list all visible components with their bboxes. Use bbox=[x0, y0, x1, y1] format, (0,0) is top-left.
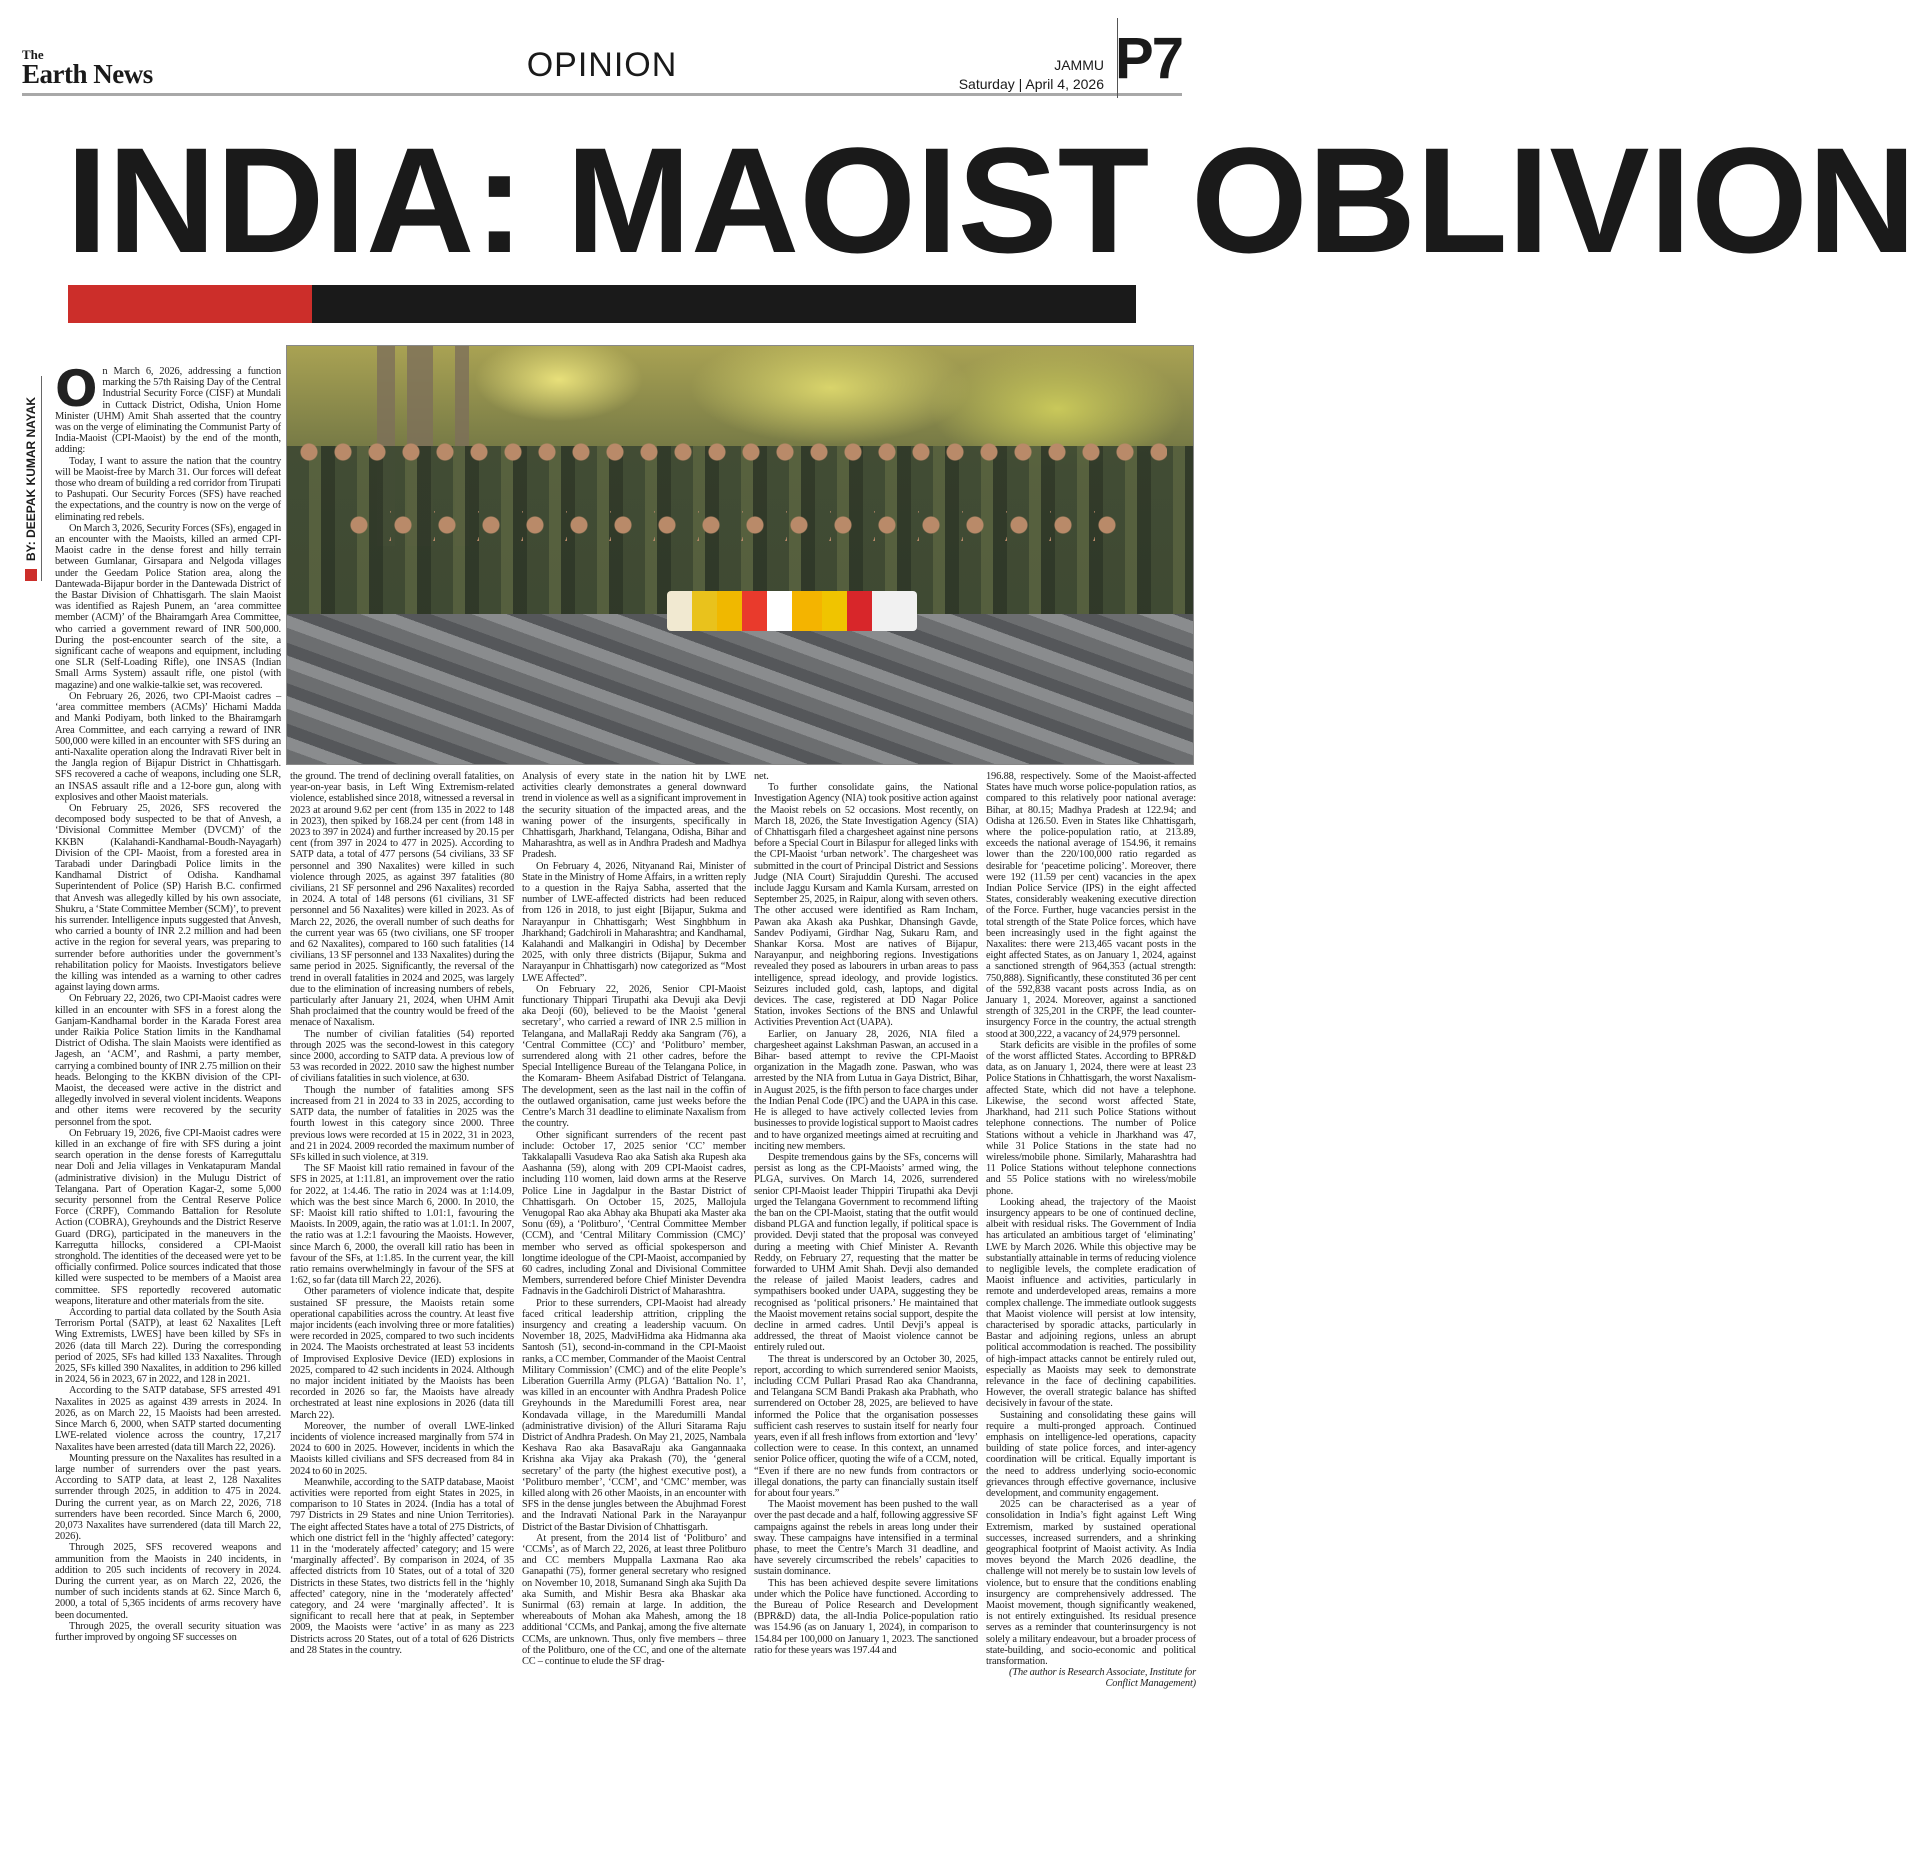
headline-letter: I bbox=[1507, 116, 1550, 284]
article-paragraph: On February 22, 2026, two CPI-Maoist cadres were killed in an encounter with SFS in a forest along the Ganjam-Kandhamal border in the Karada Forest area under Raikia Police Station limits in the Kandhamal District of Odisha. The slain Maoists were identified as Jagesh, an ‘ACM’, and Rashmi, a party member, carrying a combined bounty of INR 2.75 million on their heads. Belonging to the KKBN division of the CPI-Maoist, the deceased were active in the district and allegedly involved in several violent incidents. Weapons and other items were recovered by the security personnel from the spot. bbox=[55, 993, 281, 1128]
article-paragraph: Prior to these surrenders, CPI-Maoist had already faced critical leadership attrition, crippling the insurgency and creating a leadership vacuum. On November 18, 2025, MadviHidma aka Hidmanna aka Santosh (51), second-in-command in the CPI-Maoist ranks, a CC member, Commander of the Maoist Central Military Commission’ (CMC) and of the elite People’s Liberation Guerrilla Army (PLGA) ‘Battalion No. 1’, was killed in an encounter with Andhra Pradesh Police Greyhounds in the Maredumilli Forest area, near Kondavada village, in the Maredumilli Mandal (administrative division) of the Alluri Sitarama Raju District of Andhra Pradesh. On May 21, 2025, Nambala Keshava Rao aka BasavaRaju aka Gangannaaka Krishna aka Vijay aka Prakash (70), the ‘general secretary’ of the party (the highest executive post), a ‘Politburo member’, ‘CCM’, and ‘CMC’ member, was killed along with 26 other Maoists, in an encounter with SFS in the dense jungles between the Abujhmad Forest and the Indravati National Park in the Narayanpur District of the Bastar Division of Chhattisgarh. bbox=[522, 1297, 746, 1533]
headline-letter: O bbox=[1191, 116, 1308, 284]
headline-letter: I bbox=[324, 116, 367, 284]
byline-author: BY: DEEPAK KUMAR NAYAK bbox=[24, 396, 38, 561]
article-paragraph: Despite tremendous gains by the SFs, concerns will persist as long as the CPI-Maoists’ armed wing, the PLGA, survives. On March 14, 2026, surrendered senior CPI-Maoist leader Thippiri Tirupathi aka Devji urged the Telangana Government to recommend lifting the ban on the CPI-Maoist, stating that the outfit would disband PLGA and function legally, if political space is provided. Devji stated that the proposal was conveyed during a meeting with Chief Minister A. Revanth Reddy, on February 27, requesting that the matter be forwarded to UHM Amit Shah. Devji also demanded the release of jailed Maoist leaders, cadres and sympathisers booked under UAPA, suggesting they be recognised as ‘political prisoners.’ He maintained that the Maoist movement retains social support, despite the decline in armed cadres. Until Devji’s appeal is addressed, the threat of Maoist violence cannot be entirely ruled out. bbox=[754, 1151, 978, 1354]
headline-rule-accent bbox=[68, 285, 312, 323]
drop-cap: O bbox=[55, 360, 98, 418]
logo-the: The bbox=[22, 47, 44, 62]
article-column-4 bbox=[754, 771, 978, 1656]
article-column-1 bbox=[55, 360, 281, 1643]
article-paragraph: 196.88, respectively. Some of the Maoist-affected States have much worse police-population ratios, as compared to this relatively poor national average: Bihar, at 80.15; Madhya Pradesh at 122.94; and Odisha at 126.50. Even in States like Chhattisgarh, where the police-population ratio, at 213.89, exceeds the national average of 154.96, it remains lower than the 220/100,000 ratio regarded as desirable for ‘peacetime policing’. Moreover, there were 192 (11.59 per cent) vacancies in the apex Indian Police Service (IPS) in the eight affected States, considerably weakening executive direction of the Force. Further, huge vacancies persist in the total strength of the State Police forces, which have been increasingly used in the fight against the Naxalites: there were 213,465 vacant posts in the eight affected States, as on January 1, 2024, against a sanctioned strength of 964,353 (actual strength: 750,888). Significantly, these constituted 36 per cent of the 592,838 vacant posts across India, as on January 1, 2024. Moreover, against a sanctioned strength of 325,201 in the CRPF, the lead counter-insurgency Force in the country, the actual strength stood at 300,222, a vacancy of 24,979 personnel. bbox=[986, 771, 1196, 1040]
headline-space bbox=[524, 124, 566, 276]
article-paragraph: 2025 can be characterised as a year of consolidation in India’s fight against Left Wing Extremism, marked by sustained operational successes, increased surrenders, and a shrinking geographical footprint of Maoist activity. As India moves beyond the March 2026 deadline, the challenge will not merely be to sustain low levels of violence, but to ensure that the conditions enabling insurgency are comprehensively addressed. The Maoist movement, though significantly weakened, is not entirely extinguished. Its residual presence serves as a reminder that counterinsurgency is not solely a military endeavour, but a broader process of state-building, and socio-economic and political transformation. bbox=[986, 1499, 1196, 1668]
headline-letter: V bbox=[1549, 116, 1650, 284]
headline-letter: N bbox=[107, 116, 217, 284]
article-paragraph: n March 6, 2026, addressing a function marking the 57th Raising Day of the Central Industrial Security Force (CISF) at Mundali in Cuttack District, Odisha, Union Home Minister (UHM) Amit Shah asserted that the country was on the verge of eliminating the Communist Party of India-Maoist (CPI-Maoist) by the end of the month, adding: bbox=[55, 366, 281, 456]
headline-letter: A bbox=[366, 116, 475, 284]
article-paragraph: This has been achieved despite severe limitations under which the Police have functioned. According to the Bureau of Police Research and Development (BPR&D) data, the all-India Police-population ratio was 154.96 (as on January 1, 2024), in comparison to 154.84 per 100,000 on January 1, 2023. The sanctioned ratio for these years was 197.44 and bbox=[754, 1577, 978, 1656]
byline-red-square-icon bbox=[25, 569, 37, 581]
article-paragraph: According to the SATP database, SFS arrested 491 Naxalites in 2025 as against 439 arrests in 2024. In 2026, as on March 22, 15 Maoists had been arrested. Since March 6, 2000, when SATP started documenting LWE-related violence across the country, 17,217 Naxalites have been arrested (data till March 22, 2026). bbox=[55, 1385, 281, 1453]
article-column-5 bbox=[986, 771, 1196, 1690]
issue-date: Saturday | April 4, 2026 bbox=[958, 75, 1104, 92]
article-column-3 bbox=[522, 771, 746, 1667]
article-column-2 bbox=[290, 771, 514, 1656]
article-paragraph: On February 4, 2026, Nityanand Rai, Minister of State in the Ministry of Home Affairs, in a written reply to a question in the Rajya Sabha, asserted that the number of LWE-affected districts had been reduced from 126 in 2018, to just eight [Bijapur, Sukma and Narayanpur in Chhattisgarh; West Singhbhum in Jharkhand; Gadchiroli in Maharashtra; and Kandhamal, Kalahandi and Malkangiri in Odisha] by December 2025, with only three districts (Bijapur, Sukma and Narayanpur in Chhattisgarh) now categorized as “Most LWE Affected”. bbox=[522, 860, 746, 984]
article-paragraph: Moreover, the number of overall LWE-linked incidents of violence increased marginally from 574 in 2024 to 600 in 2025. However, incidents in which the Maoists killed civilians and SFS decreased from 84 in 2024 to 60 in 2025. bbox=[290, 1420, 514, 1477]
article-paragraph: According to partial data collated by the South Asia Terrorism Portal (SATP), at least 62 Naxalites [Left Wing Extremists, LWES] have been killed by SFs in 2026 (data till March 22). During the corresponding period of 2025, SFs had killed 133 Naxalites. Through 2025, SFs killed 390 Naxalites, in addition to 296 killed in 2024, 56 in 2023, 67 in 2022, and 128 in 2021. bbox=[55, 1307, 281, 1386]
headline-letter: A bbox=[690, 116, 800, 284]
column-3-body bbox=[522, 771, 746, 1667]
article-paragraph: At present, from the 2014 list of ‘Politburo’ and ‘CCMs’, as of March 22, 2026, at least three Politburo and CC members Muppalla Laxmana Rao aka Ganapathi (75), former general secretary who resigned on November 10, 2018, Sumanand Singh aka Sujith Da aka Sumith, and Mishir Besra aka Bhaskar aka Sunirmal (63) remain at large. In addition, the whereabouts of Mohan aka Mahesh, among the 18 additional ‘CCMs, and Pankaj, among the five alternate CCMs, are unknown. Thus, only five members – three of the Politburo, one of the CC, and one of the alternate CC – continue to elude the SF drag- bbox=[522, 1532, 746, 1668]
photo-faces-row bbox=[297, 438, 1167, 468]
article-paragraph: The Maoist movement has been pushed to the wall over the past decade and a half, following aggressive SF campaigns against the rebels in areas long under their sway. These campaigns have intensified in a terminal phase, to meet the Centre’s March 31 deadline, and have severely circumscribed the rebels’ capacities to sustain dominance. bbox=[754, 1499, 978, 1578]
column-2-body bbox=[290, 771, 514, 1656]
article-paragraph: Through 2025, the overall security situation was further improved by ongoing SF successes on bbox=[55, 1620, 281, 1643]
article-paragraph: The threat is underscored by an October 30, 2025, report, according to which surrendered senior Maoists, including CCM Pullari Prasad Rao aka Chandranna, and Telangana SCM Bandi Prakash aka Prabhath, who surrendered on October 28, 2025, are believed to have informed the Police that the organisation possesses sufficient cash reserves to sustain itself for nearly four years, even if all fresh inflows from extortion and ‘levy’ collection were to cease. In this context, an unnamed senior Police officer, quoting the wife of a CCM, noted, “Even if there are no new funds from contractors or illegal donations, the party can financially sustain itself for about four years.” bbox=[754, 1353, 978, 1499]
article-paragraph: the ground. The trend of declining overall fatalities, on year-on-year basis, in Left Wing Extremism-related violence, established since 2018, witnessed a reversal in 2023 at around 9.62 per cent (from 135 in 2022 to 148 in 2023), then spiked by 168.24 per cent (from 148 in 2023 to 397 in 2024) and further increased by 20.15 per cent (from 397 in 2024 to 477 in 2025). According to SATP data, a total of 477 persons (54 civilians, 33 SF personnel and 390 Naxalites) were killed in such violence through 2025, as against 397 fatalities (80 civilians, 21 SF personnel and 296 Naxalites) recorded in 2024. A total of 148 persons (61 civilians, 31 SF personnel and 56 Naxalites) were killed in 2023. As of March 22, 2026, the overall number of such deaths for the current year was 65 (two civilians, one SF trooper and 62 Naxalites), compared to 160 such fatalities (14 civilians, 13 SF personnel and 133 Naxalites) during the same period in 2025. Significantly, the reversal of the trend in overall fatalities in 2024 and 2025, was largely due to the elimination of increasing numbers of rebels, particularly after January 21, 2024, when UHM Amit Shah proclaimed that the country would be freed of the menace of Naxalism. bbox=[290, 771, 514, 1029]
column-4-body bbox=[754, 771, 978, 1656]
article-paragraph: Earlier, on January 28, 2026, NIA filed a chargesheet against Lakshman Paswan, an accused in a Bihar- based attempt to revive the CPI-Maoist organization in the Magadh zone. Paswan, who was arrested by the NIA from Lutua in Gaya District, Bihar, in August 2025, is the fifth person to face charges under the Indian Penal Code (IPC) and the UAPA in this case. He is alleged to have actively collected levies from businesses to provide logistical support to Maoist cadres and to have organized meetings aimed at recruiting and inciting new members. bbox=[754, 1028, 978, 1152]
headline-letter: I bbox=[66, 116, 108, 284]
edition-label: JAMMU bbox=[1054, 57, 1104, 73]
article-paragraph: net. bbox=[754, 771, 769, 782]
headline-letter: N bbox=[1807, 116, 1916, 284]
headline-space bbox=[1149, 124, 1191, 276]
headline-rule bbox=[68, 285, 1136, 323]
article-paragraph: Sustaining and consolidating these gains will require a multi-pronged approach. Continued emphasis on intelligence-led operations, capacity building of state police forces, and inter-agency coordination will be critical. Equally important is the need to address underlying socio-economic grievances through effective governance, inclusive development, and community engagement. bbox=[986, 1409, 1196, 1499]
headline-wrapper bbox=[66, 116, 1916, 284]
dateline bbox=[959, 56, 1104, 94]
page-number: P7 bbox=[1115, 26, 1182, 91]
headline-letter: L bbox=[1416, 116, 1508, 284]
author-note: (The author is Research Associate, Institute for Conflict Management) bbox=[1009, 1667, 1196, 1690]
masthead bbox=[22, 18, 1182, 96]
article-paragraph: Analysis of every state in the nation hit by LWE activities clearly demonstrates a general downward trend in violence as well as a significant improvement in the security situation of the impacted areas, and the waning power of the insurgents, specifically in Chhattisgarh, Jharkhand, Telangana, Odisha, Bihar and Maharashtra, as well as in Andhra Pradesh and Madhya Pradesh. bbox=[522, 771, 746, 861]
headline-letter: : bbox=[474, 116, 525, 284]
headline-letter: S bbox=[957, 116, 1058, 284]
article-paragraph: On February 25, 2026, SFS recovered the decomposed body suspected to be that of Anvesh, a ‘Divisional Committee Member (DVCM)’ of the KKBN (Kalahandi-Kandhamal-Boudh-Nayagarh) Division of the CPI- Maoist, from a forested area in Tarabadi under Daringbadi Police limits in the Kandhamal District of Odisha. Kandhamal Superintendent of Police (SP) Harish B.C. confirmed that Anvesh was allegedly killed by his own associate, Shukru, a ‘State Committee Member (SCM)’, to prevent his surrender. Intelligence inputs suggested that Anvesh, who carried a bounty of INR 2.2 million and had been active in the region for several years, was preparing to surrender before authorities under the government’s rehabilitation policy for Maoists. Investigators believe the killing was intended as a warning to other cadres against laying down arms. bbox=[55, 802, 281, 994]
article-paragraph: Meanwhile, according to the SATP database, Maoist activities were reported from eight States in 2025, in comparison to 10 States in 2024. (India has a total of 797 Districts in 29 States and nine Union Territories). The eight affected States have a total of 275 Districts, of which one district fell in the ‘highly affected’ category: 11 in the ‘moderately affected’ category; and 15 were ‘marginally affected’. By comparison in 2024, of 35 affected districts from 10 States, out of a total of 320 Districts in these States, two districts fell in the ‘highly affected’ category, nine in the ‘moderately affected’ category, and 24 were ‘marginally affected’. It is significant to recall here that at peak, in September 2009, the Maoists were ‘active’ in as many as 223 Districts across 20 States, out of a total of 626 Districts and 28 States in the country. bbox=[290, 1476, 514, 1656]
article-paragraph: Though the number of fatalities among SFS increased from 21 in 2024 to 33 in 2025, according to SATP data, the number of fatalities in 2025 was the fourth lowest in this category since 2000. Three previous lows were recorded at 15 in 2022, 31 in 2023, and 21 in 2024. 2009 recorded the maximum number of SFs killed in such violence, at 319. bbox=[290, 1084, 514, 1163]
article-paragraph: Stark deficits are visible in the profiles of some of the worst afflicted States. According to BPR&D data, as on January 1, 2024, there were at least 23 Police Stations in Chhattisgarh, the worst Naxalism-affected State, which did not have a telephone. Likewise, the second worst affected State, Jharkhand, had 211 such Police Stations without telephone connections. The number of Police Stations without a vehicle in Jharkhand was 47, while 31 Police Stations in the state had no wireless/mobile phone. Similarly, Maharashtra had 11 Police Stations without telephone connections and 55 Police stations with no wireless/mobile phone. bbox=[986, 1039, 1196, 1197]
article-paragraph: Other significant surrenders of the recent past include: October 17, 2025 senior ‘CC’ member Takkalapalli Vasudeva Rao aka Satish aka Rupesh aka Aashanna (59), along with 209 CPI-Maoist cadres, including 110 women, laid down arms at the Reserve Police Line in Jagdalpur in the Bastar District of Chhattisgarh. On October 15, 2025, Mallojula Venugopal Rao aka Abhay aka Bhupati aka Master aka Sonu (69), a ‘Politburo’, ‘Central Committee Member (CCM), and ‘Central Military Commission (CMC)’ member who served as official spokesperson and longtime ideologue of the CPI-Maoist, accompanied by 60 cadres, including Zonal and Divisional Committee Members, surrendered before Chief Minister Devendra Fadnavis in the Gadchiroli District of Maharashtra. bbox=[522, 1129, 746, 1298]
headline-letter: M bbox=[566, 116, 691, 284]
article-paragraph: On February 22, 2026, Senior CPI-Maoist functionary Thippari Tirupathi aka Devuji aka Devji aka Deoji (60), believed to be the Maoist ‘general secretary’, who carried a reward of INR 2.5 million in Telangana, and MallaRaji Reddy aka Sangram (76), a ‘Central Committee (CC)’ and ‘Politburo’ member, surrendered along with 21 other cadres, before the Special Intelligence Bureau of the Telangana Police, in the Komaram- Bheem Asifabad District of Telangana. The development, seen as the last nail in the coffin of the outlawed organisation, came just weeks before the Centre’s March 31 deadline to eliminate Naxalism from the country. bbox=[522, 983, 746, 1130]
logo-name: Earth News bbox=[22, 59, 153, 89]
headline-letter: O bbox=[799, 116, 916, 284]
headline-letter: I bbox=[915, 116, 958, 284]
article-paragraph: Looking ahead, the trajectory of the Maoist insurgency appears to be one of continued decline, albeit with residual risks. The Government of India has articulated an ambitious target of ‘eliminating’ LWE by March 2026. While this objective may be substantially attainable in terms of reducing violence to negligible levels, the complete eradication of Maoist influence and activities, particularly in remote and underdeveloped areas, remains a more complex challenge. The immediate outlook suggests that Maoist violence will persist at low intensity, characterised by sporadic attacks, particularly in Bastar and adjoining regions, unless an abrupt political accommodation is reached. The possibility of high-impact attacks cannot be entirely ruled out, especially as Maoists may seek to demonstrate relevance in the face of declining capabilities. However, the overall strategic balance has shifted decisively in favour of the state. bbox=[986, 1196, 1196, 1410]
article-paragraph: Mounting pressure on the Naxalites has resulted in a large number of surrenders over the past years. According to SATP data, at least 2, 128 Naxalites surrender through 2025, in addition to 475 in 2024. During the current year, as on March 22, 2026, 718 surrenders have been recorded. Since March 6, 2000, 20,073 Naxalites have surrendered (data till March 22, 2026). bbox=[55, 1452, 281, 1543]
article-paragraph: The SF Maoist kill ratio remained in favour of the SFS in 2025, at 1:11.81, an improvement over the ratio for 2022, at 1:4.46. The ratio in 2024 was at 1:14.09, which was the best since March 6, 2000. In 2010, the SF: Maoist kill ratio shifted to 1.01:1, favouring the Maoists. In 2009, again, the ratio was at 1.01:1. In 2007, the ratio was at 1.2:1 favouring the Maoists. However, since March 6, 2000, the overall kill ratio has been in favour of the SFs, at 1:1.85. In the current year, the kill ratio remains overwhelmingly in favour of the SFS at 1:62, so far (data till March 22, 2026). bbox=[290, 1163, 514, 1287]
article-paragraph: Today, I want to assure the nation that the country will be Maoist-free by March 31. Our forces will defeat those who dream of building a red corridor from Tirupati to Pashupati. Our Security Forces (SFS) have reached the expectations, and the country is now on the verge of eliminating red rebels. bbox=[55, 455, 281, 523]
column-5-body bbox=[986, 771, 1196, 1667]
headline-letter: O bbox=[1691, 116, 1808, 284]
photo-seized-containers bbox=[667, 591, 917, 631]
article-headline bbox=[66, 116, 1916, 284]
photo-tarpaulin-with-seized-items bbox=[287, 614, 1193, 764]
photo-faces-row bbox=[347, 511, 1117, 541]
headline-letter: T bbox=[1057, 116, 1150, 284]
article-paragraph: On March 3, 2026, Security Forces (SFs), engaged in an encounter with the Maoists, killed an armed CPI- Maoist cadre in the dense forest and hilly terrain between Gumlanar, Girsapara and Nelgoda villages under the Geedam Police Station area, along the Dantewada-Bijapur border in the Dantewada District of the Bastar Division of Chhattisgarh. The slain Maoist was identified as Rajesh Punem, an ‘area committee member (ACM)’ of the Bhairamgarh Area Committee, who carried a government reward of INR 500,000. During the post-encounter search of the site, a significant cache of weapons and equipment, including one SLR (Self-Loading Rifle), one INSAS (Indian Small Arms System) assault rifle, one pistol (with magazine) and one walkie-talkie set, was recovered. bbox=[55, 522, 281, 691]
article-photo[interactable] bbox=[286, 345, 1194, 765]
headline-letter: B bbox=[1307, 116, 1417, 284]
article-paragraph: To further consolidate gains, the National Investigation Agency (NIA) took positive action against the Maoist rebels on 52 occasions. Most recently, on March 18, 2026, the State Investigation Agency (SIA) of Chhattisgarh filed a chargesheet against nine persons before a Special Court in Bilaspur for alleged links with the CPI-Maoist ‘urban network’. The chargesheet was submitted in the court of Principal District and Sessions Judge (NIA Court) Sirajuddin Qureshi. The accused include Jaggu Kursam and Kamla Kursam, arrested on September 25, 2025, in Raipur, along with seven others. The other accused were identified as Ram Incham, Pawan aka Akash aka Pushkar, Dhansingh Gavde, Sandev Podiyami, Girdhar Nag, Sukaru Ram, and Shankar Korsa. Most are natives of Bijapur, Narayanpur, and neighboring regions. Investigations revealed they posed as labourers in urban areas to pass intelligence, spread ideology, and provide logistics. Seizures included gold, cash, laptops, and digital devices. The case, registered at DD Nagar Police Station, invokes Sections of the BNS and Unlawful Activities Prevention Act (UAPA). bbox=[754, 782, 978, 1029]
article-paragraph: On February 19, 2026, five CPI-Maoist cadres were killed in an exchange of fire with SFS during a joint search operation in the dense forests of Karreguttalu near Doli and Jelia villages in Venkatapuram Mandal (administrative division) in the Mulugu District of Telangana. Part of Operation Kagar-2, some 5,000 security personnel from the Central Reserve Police Force (CRPF), Commando Battalion for Resolute Action (COBRA), Greyhounds and the District Reserve Guard (DRG), participated in the maneuvers in the Karregutta hillocks, considered a CPI-Maoist stronghold. The identities of the deceased were yet to be officially confirmed. Police sources indicated that those killed were suspected to be members of a Maoist area committee. SFS reportedly recovered automatic weapons, literature and other materials from the site. bbox=[55, 1127, 281, 1307]
article-paragraph: Other parameters of violence indicate that, despite sustained SF pressure, the Maoists retain some operational capabilities across the country. At least five major incidents (each involving three or more fatalities) were recorded in 2025, compared to two such incidents in 2024. The Maoists orchestrated at least 53 incidents of Improvised Explosive Device (IED) explosions in 2025, compared to 42 such incidents in 2024. Although no major incident initiated by the Maoists has been recorded in 2026 so far, the Maoists have already orchestrated at least nine explosions in 2026 (data till March 22). bbox=[290, 1286, 514, 1421]
article-paragraph: The number of civilian fatalities (54) reported through 2025 was the second-lowest in this category since 2000, according to SATP data. A previous low of 53 was recorded in 2022. 2010 saw the highest number of civilians fatalities in such violence, at 630. bbox=[290, 1028, 514, 1085]
headline-letter: D bbox=[216, 116, 325, 284]
column-1-body bbox=[55, 360, 281, 1643]
byline bbox=[20, 376, 42, 581]
headline-letter: I bbox=[1649, 116, 1692, 284]
section-title: OPINION bbox=[526, 46, 678, 84]
article-paragraph: Through 2025, SFS recovered weapons and ammunition from the Maoists in 240 incidents, in addition to 205 such incidents of recovery in 2024. During the current year, as on March 22, 2026, the number of such incidents stands at 62. Since March 6, 2000, a total of 5,365 incidents of arms recovery have been documented. bbox=[55, 1542, 281, 1621]
article-paragraph: On February 26, 2026, two CPI-Maoist cadres – ‘area committee members (ACMs)’ Hichami Madda and Manki Podiyam, both linked to the Bhairamgarh Area Committee, and each carrying a reward of INR 500,000 were killed in an encounter with SFS during an anti-Naxalite operation along the Indravati River belt in the Jangla region of Bijapur District in Chhattisgarh. SFS recovered a cache of weapons, including one SLR, an INSAS assault rifle and a 12-bore gun, along with explosives and other Maoist materials. bbox=[55, 690, 281, 803]
